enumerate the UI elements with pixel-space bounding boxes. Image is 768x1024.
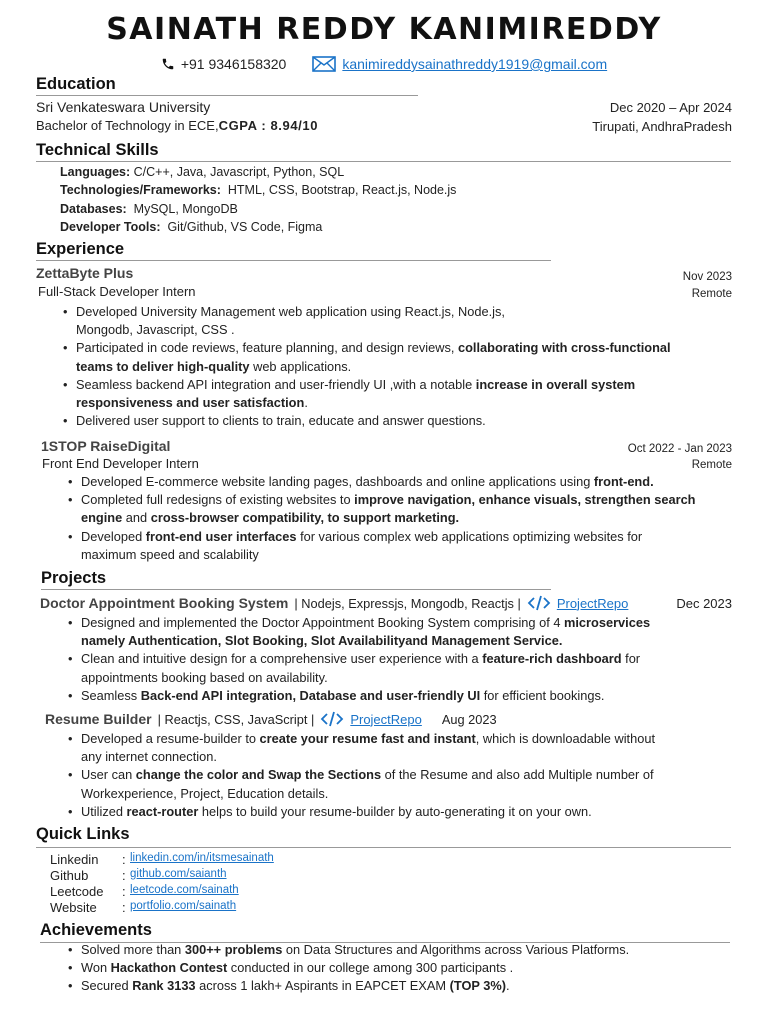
job-role: Front End Developer Intern (42, 456, 199, 471)
bullet-text: any internet connection. (81, 749, 217, 765)
bullet-text: Solved more than (81, 942, 185, 957)
experience-heading: Experience (36, 240, 125, 258)
list-item (76, 303, 736, 339)
project-stack: | Reactjs, CSS, JavaScript | (157, 711, 315, 727)
bullet-text: Participated in code reviews, feature planning, and design reviews, (76, 340, 458, 356)
bullet-text: Developed E-commerce website landing pages, dashboards and online applications using (81, 474, 594, 489)
project-title: Resume Builder (45, 711, 152, 727)
bullet-text: , which is downloadable without (475, 731, 656, 746)
skill-value: MySQL, MongoDB (133, 202, 238, 216)
quick-links-heading: Quick Links (36, 825, 130, 843)
bullet-text: Developed a resume-builder to (81, 731, 260, 746)
cgpa: CGPA : 8.94/10 (218, 118, 319, 133)
bullet-bold: change the color and Swap the Sections (135, 767, 382, 783)
bullet-bold: cross-browser compatibility, to support marketing. (150, 510, 460, 526)
quick-link-linkedin (50, 852, 274, 867)
company-zettabyte: ZettaByte Plus (36, 265, 134, 281)
bullet-bold: create your resume fast and instant (259, 731, 476, 746)
list-item (81, 614, 741, 650)
bullet-text: Designed and implemented the Doctor Appointment Booking System comprising of 4 (81, 615, 564, 630)
list-item (81, 766, 741, 802)
bullet-bold: improve navigation, enhance visuals, strengthen search (354, 492, 696, 508)
bullet-bold: feature-rich dashboard (482, 651, 622, 667)
company-1stop: 1STOP RaiseDigital (41, 438, 171, 454)
project1-bullets (81, 614, 741, 705)
bullet-text: Workexperience, Project, Education details. (81, 785, 329, 801)
bullet-text: across 1 lakh+ Aspirants in EAPCET EXAM (195, 978, 450, 994)
bullet-text: for efficient bookings. (480, 687, 605, 703)
bullet-text: conducted in our college among 300 participants . (227, 960, 514, 976)
linkedin-link[interactable]: linkedin.com/in/itsmesainath (130, 852, 274, 864)
github-link[interactable]: github.com/saianth (130, 868, 227, 880)
skill-value: C/C++, Java, Javascript, Python, SQL (133, 165, 345, 179)
quick-links-divider (36, 847, 731, 848)
university-name: Sri Venkateswara University (36, 99, 211, 115)
bullet-bold: responsiveness and user satisfaction (76, 395, 305, 411)
list-item (81, 803, 741, 821)
email-link[interactable]: kanimireddysainathreddy1919@gmail.com (342, 56, 608, 72)
project-stack: | Nodejs, Expressjs, Mongodb, Reactjs | (294, 595, 521, 611)
job-location: Remote (691, 288, 732, 300)
skill-row-frameworks (60, 183, 456, 197)
bullet-bold: Hackathon Contest (110, 960, 228, 976)
link-separator: : (122, 900, 126, 915)
project-date: Dec 2023 (676, 596, 732, 611)
bullet-text: and (122, 510, 151, 526)
link-separator: : (122, 868, 126, 883)
project-date: Aug 2023 (441, 711, 497, 727)
candidate-name: SAINATH REDDY KANIMIREDDY (106, 12, 662, 47)
job2-bullets (81, 473, 741, 564)
skill-label: Developer Tools: (60, 220, 161, 234)
bullet-text: helps to build your resume-builder by auto-generating it on your own. (198, 803, 592, 819)
projects-heading: Projects (41, 569, 107, 587)
link-separator: : (122, 884, 126, 899)
degree: Bachelor of Technology in ECE, (36, 118, 219, 133)
bullet-text: Developed (81, 528, 146, 544)
bullet-bold: engine (81, 510, 123, 526)
bullet-text: Mongodb, Javascript, CSS . (76, 322, 235, 338)
achievements-bullets (81, 941, 741, 996)
bullet-bold: front-end. (593, 474, 654, 489)
list-item (76, 339, 736, 375)
code-icon (320, 711, 344, 727)
list-item (81, 941, 741, 959)
list-item (81, 977, 741, 995)
link-label: Linkedin (50, 852, 99, 867)
website-link[interactable]: portfolio.com/sainath (130, 900, 237, 912)
bullet-text: maximum speed and scalability (81, 546, 259, 562)
skill-row-languages (60, 165, 344, 179)
code-icon (527, 595, 551, 611)
bullet-text: Secured (81, 978, 133, 994)
list-item (81, 650, 741, 686)
list-item (81, 528, 741, 564)
bullet-text: Utilized (81, 803, 127, 819)
list-item (81, 730, 741, 766)
project1-header (40, 595, 628, 611)
mail-icon (312, 56, 336, 72)
link-label: Website (50, 900, 97, 915)
education-heading: Education (36, 75, 116, 93)
bullet-bold: teams to deliver high-quality (76, 358, 250, 374)
skills-divider (36, 161, 731, 162)
bullet-text: appointments booking based on availability. (81, 669, 328, 685)
bullet-bold: collaborating with cross-functional (458, 340, 671, 356)
project-repo-link[interactable]: ProjectRepo (350, 711, 422, 727)
bullet-bold: Rank 3133 (132, 978, 196, 994)
bullet-text: Won (81, 960, 111, 976)
skills-heading: Technical Skills (36, 141, 159, 159)
project2-header (45, 711, 497, 727)
bullet-bold: react-router (126, 803, 199, 819)
phone-number: +91 9346158320 (180, 56, 287, 72)
experience-divider (36, 260, 551, 261)
quick-link-website (50, 900, 236, 915)
phone-icon (161, 57, 175, 71)
job-location: Remote (691, 459, 732, 471)
bullet-text: of the Resume and also add Multiple number of (381, 767, 654, 783)
skill-label: Databases: (60, 202, 127, 216)
bullet-text: Developed University Management web application using React.js, Node.js, (76, 304, 505, 319)
education-location: Tirupati, AndhraPradesh (592, 119, 732, 134)
projects-divider (41, 589, 551, 590)
bullet-text: Clean and intuitive design for a comprehensive user experience with a (81, 651, 483, 667)
job1-bullets (76, 303, 736, 430)
quick-link-leetcode (50, 884, 239, 899)
bullet-text: for various complex web applications optimizing websites for (296, 528, 643, 544)
project2-bullets (81, 730, 741, 821)
list-item (81, 491, 741, 527)
link-separator: : (122, 852, 126, 867)
bullet-text: Completed full redesigns of existing websites to (81, 492, 355, 508)
skill-label: Languages: (60, 165, 131, 179)
project-title: Doctor Appointment Booking System (40, 595, 289, 611)
link-label: Github (50, 868, 89, 883)
list-item (81, 473, 741, 491)
contact-line (0, 56, 768, 72)
skill-label: Technologies/Frameworks: (60, 183, 221, 197)
bullet-text: User can (81, 767, 136, 783)
bullet-bold: Back-end API integration, Database and user-friendly UI (140, 687, 481, 703)
leetcode-link[interactable]: leetcode.com/sainath (130, 884, 239, 896)
bullet-text: . (304, 395, 308, 411)
list-item (76, 376, 736, 412)
bullet-text: for (621, 651, 641, 667)
job-date: Nov 2023 (682, 271, 732, 283)
quick-link-github (50, 868, 227, 883)
bullet-bold: namely Authentication, Slot Booking, Slot Availabilityand Management Service. (81, 633, 563, 649)
bullet-bold: 300++ problems (184, 942, 283, 957)
degree-line (36, 118, 318, 133)
bullet-bold: front-end user interfaces (145, 528, 297, 544)
bullet-text: on Data Structures and Algorithms across Various Platforms. (282, 942, 630, 957)
education-dates: Dec 2020 – Apr 2024 (609, 100, 732, 115)
skill-value: Git/Github, VS Code, Figma (167, 220, 323, 234)
skill-value: HTML, CSS, Bootstrap, React.js, Node.js (227, 183, 457, 197)
job-date: Oct 2022 - Jan 2023 (627, 443, 732, 455)
list-item (81, 687, 741, 705)
project-repo-link[interactable]: ProjectRepo (556, 595, 629, 611)
list-item (81, 959, 741, 977)
achievements-heading: Achievements (40, 921, 152, 939)
bullet-bold: (TOP 3%) (449, 978, 507, 994)
education-divider (36, 95, 418, 96)
bullet-text: web applications. (249, 358, 352, 374)
bullet-text: Seamless (81, 687, 141, 703)
job-role: Full-Stack Developer Intern (38, 284, 196, 299)
link-label: Leetcode (50, 884, 104, 899)
list-item (76, 412, 736, 430)
bullet-bold: increase in overall system (475, 376, 636, 392)
skill-row-databases (60, 202, 238, 216)
bullet-text: Seamless backend API integration and user-friendly UI ,with a notable (76, 376, 476, 392)
bullet-text: . (506, 978, 510, 994)
skill-row-tools (60, 220, 322, 234)
bullet-bold: microservices (564, 615, 651, 630)
bullet-text: Delivered user support to clients to train, educate and answer questions. (76, 413, 486, 429)
